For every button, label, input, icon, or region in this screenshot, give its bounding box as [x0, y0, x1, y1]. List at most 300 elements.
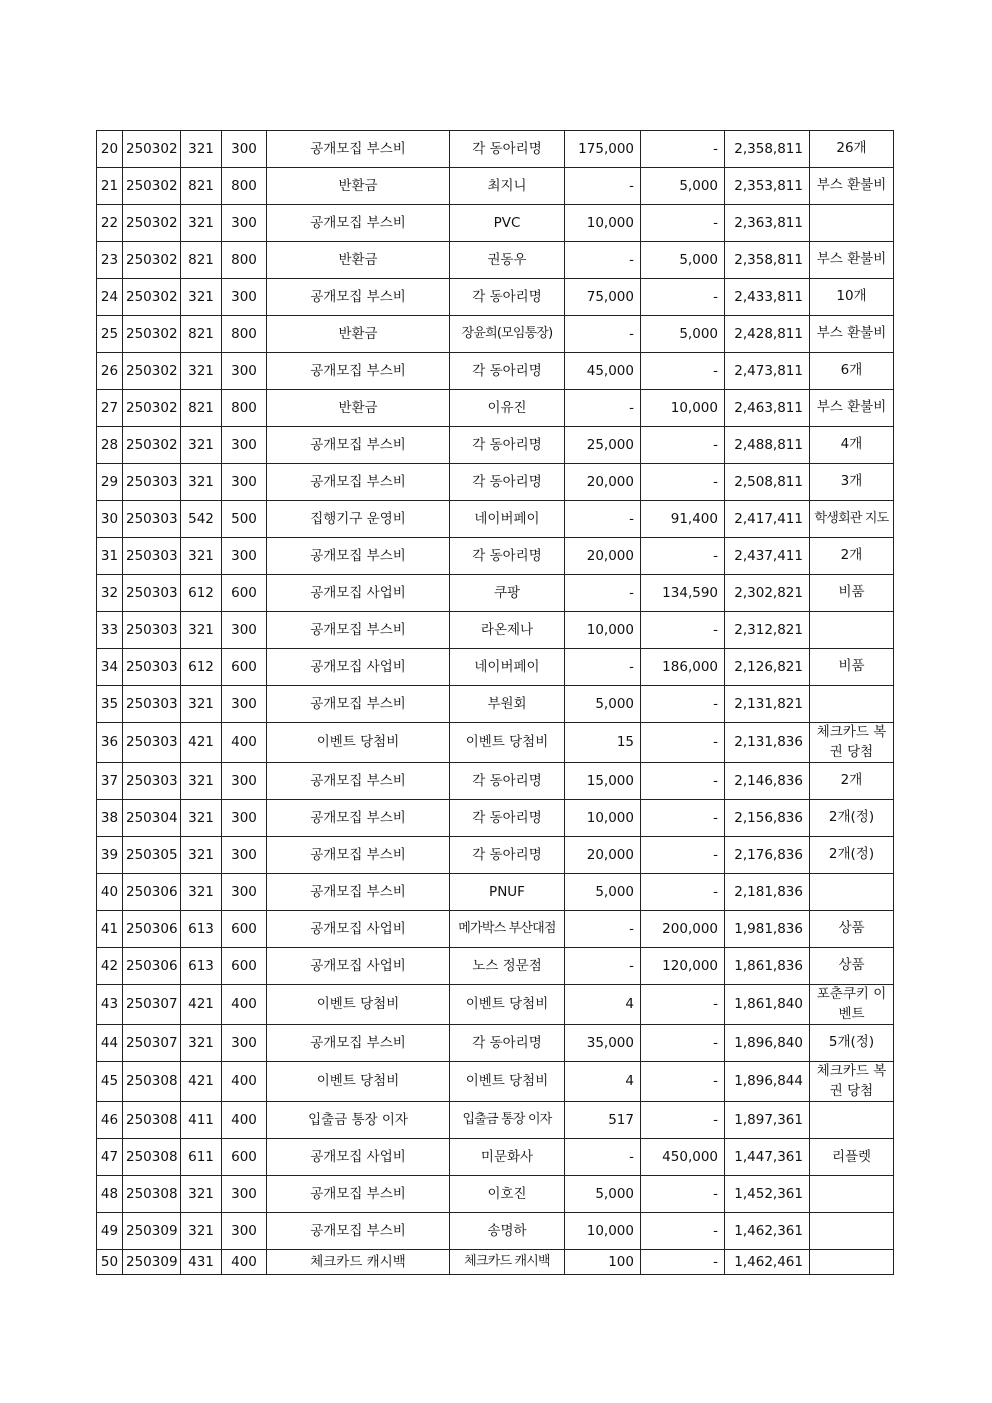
category-code-cell: 400	[222, 985, 267, 1025]
date-cell: 250302	[123, 390, 181, 427]
income-cell: -	[565, 390, 641, 427]
party-cell: 체크카드 캐시백	[450, 1250, 565, 1275]
note-cell: 비품	[810, 649, 894, 686]
item-cell: 공개모집 부스비	[267, 837, 450, 874]
table-row	[97, 242, 894, 279]
party-cell: 각 동아리명	[450, 800, 565, 837]
party-cell: 네이버페이	[450, 501, 565, 538]
expense-cell: -	[641, 1250, 725, 1275]
party-cell: 이벤트 당첨비	[450, 723, 565, 763]
balance-cell: 1,462,361	[725, 1213, 810, 1250]
category-code-cell: 300	[222, 464, 267, 501]
expense-cell: 200,000	[641, 911, 725, 948]
expense-cell: 186,000	[641, 649, 725, 686]
category-code-cell: 300	[222, 686, 267, 723]
table-row	[97, 723, 894, 763]
row-number-cell: 47	[97, 1139, 123, 1176]
balance-cell: 2,146,836	[725, 763, 810, 800]
balance-cell: 2,363,811	[725, 205, 810, 242]
expense-cell: 120,000	[641, 948, 725, 985]
date-cell: 250308	[123, 1139, 181, 1176]
item-cell: 공개모집 부스비	[267, 353, 450, 390]
party-cell: 부원회	[450, 686, 565, 723]
item-cell: 공개모집 사업비	[267, 575, 450, 612]
item-cell: 공개모집 부스비	[267, 1025, 450, 1062]
note-cell: 리플렛	[810, 1139, 894, 1176]
date-cell: 250303	[123, 763, 181, 800]
expense-cell: -	[641, 612, 725, 649]
table-row	[97, 612, 894, 649]
expense-cell: -	[641, 800, 725, 837]
account-code-cell: 612	[181, 575, 222, 612]
note-cell: 학생회관 지도	[810, 501, 894, 538]
category-code-cell: 600	[222, 575, 267, 612]
category-code-cell: 500	[222, 501, 267, 538]
party-cell: 최지니	[450, 168, 565, 205]
table-row	[97, 649, 894, 686]
balance-cell: 2,176,836	[725, 837, 810, 874]
account-code-cell: 321	[181, 353, 222, 390]
note-cell: 2개	[810, 538, 894, 575]
party-cell: 각 동아리명	[450, 464, 565, 501]
expense-cell: 5,000	[641, 168, 725, 205]
item-cell: 공개모집 부스비	[267, 763, 450, 800]
row-number-cell: 30	[97, 501, 123, 538]
table-row	[97, 575, 894, 612]
party-cell: 미문화사	[450, 1139, 565, 1176]
date-cell: 250303	[123, 723, 181, 763]
row-number-cell: 40	[97, 874, 123, 911]
date-cell: 250303	[123, 612, 181, 649]
account-code-cell: 821	[181, 316, 222, 353]
row-number-cell: 37	[97, 763, 123, 800]
item-cell: 체크카드 캐시백	[267, 1250, 450, 1275]
income-cell: 15,000	[565, 763, 641, 800]
date-cell: 250302	[123, 205, 181, 242]
balance-cell: 2,508,811	[725, 464, 810, 501]
note-cell: 10개	[810, 279, 894, 316]
income-cell: 4	[565, 1062, 641, 1102]
table-row	[97, 131, 894, 168]
note-cell	[810, 686, 894, 723]
row-number-cell: 20	[97, 131, 123, 168]
income-cell: 25,000	[565, 427, 641, 464]
account-code-cell: 421	[181, 723, 222, 763]
table-row	[97, 205, 894, 242]
date-cell: 250303	[123, 649, 181, 686]
party-cell: 각 동아리명	[450, 427, 565, 464]
balance-cell: 2,302,821	[725, 575, 810, 612]
account-code-cell: 821	[181, 168, 222, 205]
date-cell: 250303	[123, 686, 181, 723]
party-cell: 각 동아리명	[450, 538, 565, 575]
table-row	[97, 1102, 894, 1139]
expense-cell: -	[641, 1176, 725, 1213]
balance-cell: 2,131,821	[725, 686, 810, 723]
category-code-cell: 800	[222, 316, 267, 353]
category-code-cell: 300	[222, 427, 267, 464]
expense-cell: 91,400	[641, 501, 725, 538]
party-cell: PVC	[450, 205, 565, 242]
table-row	[97, 911, 894, 948]
account-code-cell: 542	[181, 501, 222, 538]
income-cell: -	[565, 575, 641, 612]
item-cell: 공개모집 부스비	[267, 686, 450, 723]
row-number-cell: 41	[97, 911, 123, 948]
income-cell: 10,000	[565, 800, 641, 837]
date-cell: 250302	[123, 353, 181, 390]
balance-cell: 2,358,811	[725, 242, 810, 279]
income-cell: -	[565, 911, 641, 948]
note-cell	[810, 1250, 894, 1275]
date-cell: 250308	[123, 1102, 181, 1139]
table-row	[97, 464, 894, 501]
expense-cell: 10,000	[641, 390, 725, 427]
account-code-cell: 431	[181, 1250, 222, 1275]
category-code-cell: 300	[222, 1176, 267, 1213]
party-cell: 이벤트 당첨비	[450, 985, 565, 1025]
account-code-cell: 321	[181, 131, 222, 168]
category-code-cell: 800	[222, 168, 267, 205]
item-cell: 반환금	[267, 242, 450, 279]
category-code-cell: 600	[222, 911, 267, 948]
note-cell: 체크카드 복권 당첨	[810, 1062, 894, 1102]
expense-cell: 450,000	[641, 1139, 725, 1176]
account-code-cell: 321	[181, 874, 222, 911]
row-number-cell: 39	[97, 837, 123, 874]
category-code-cell: 300	[222, 205, 267, 242]
note-cell: 5개(정)	[810, 1025, 894, 1062]
note-cell: 3개	[810, 464, 894, 501]
category-code-cell: 300	[222, 1213, 267, 1250]
note-cell: 비품	[810, 575, 894, 612]
account-code-cell: 321	[181, 1025, 222, 1062]
account-code-cell: 321	[181, 837, 222, 874]
item-cell: 공개모집 사업비	[267, 948, 450, 985]
income-cell: 10,000	[565, 205, 641, 242]
party-cell: 네이버페이	[450, 649, 565, 686]
note-cell: 부스 환불비	[810, 242, 894, 279]
table-row	[97, 985, 894, 1025]
balance-cell: 2,358,811	[725, 131, 810, 168]
income-cell: 100	[565, 1250, 641, 1275]
income-cell: 5,000	[565, 686, 641, 723]
date-cell: 250302	[123, 168, 181, 205]
table-row	[97, 800, 894, 837]
income-cell: 4	[565, 985, 641, 1025]
row-number-cell: 50	[97, 1250, 123, 1275]
expense-cell: -	[641, 1025, 725, 1062]
date-cell: 250306	[123, 948, 181, 985]
table-row	[97, 316, 894, 353]
expense-cell: -	[641, 464, 725, 501]
item-cell: 반환금	[267, 390, 450, 427]
income-cell: 20,000	[565, 464, 641, 501]
income-cell: -	[565, 501, 641, 538]
category-code-cell: 300	[222, 279, 267, 316]
balance-cell: 2,463,811	[725, 390, 810, 427]
date-cell: 250303	[123, 538, 181, 575]
account-code-cell: 421	[181, 1062, 222, 1102]
date-cell: 250308	[123, 1062, 181, 1102]
category-code-cell: 300	[222, 763, 267, 800]
table-row	[97, 501, 894, 538]
note-cell: 부스 환불비	[810, 316, 894, 353]
row-number-cell: 27	[97, 390, 123, 427]
note-cell	[810, 1102, 894, 1139]
note-cell: 2개	[810, 763, 894, 800]
item-cell: 이벤트 당첨비	[267, 723, 450, 763]
table-row	[97, 353, 894, 390]
party-cell: 쿠팡	[450, 575, 565, 612]
item-cell: 공개모집 부스비	[267, 874, 450, 911]
table-row	[97, 948, 894, 985]
account-code-cell: 321	[181, 686, 222, 723]
balance-cell: 2,353,811	[725, 168, 810, 205]
row-number-cell: 23	[97, 242, 123, 279]
row-number-cell: 43	[97, 985, 123, 1025]
item-cell: 공개모집 부스비	[267, 131, 450, 168]
row-number-cell: 26	[97, 353, 123, 390]
note-cell: 2개(정)	[810, 800, 894, 837]
income-cell: 10,000	[565, 612, 641, 649]
balance-cell: 2,131,836	[725, 723, 810, 763]
row-number-cell: 44	[97, 1025, 123, 1062]
account-code-cell: 321	[181, 612, 222, 649]
row-number-cell: 32	[97, 575, 123, 612]
party-cell: 메가박스 부산대점	[450, 911, 565, 948]
income-cell: 5,000	[565, 1176, 641, 1213]
expense-cell: -	[641, 1102, 725, 1139]
table-row	[97, 1176, 894, 1213]
party-cell: PNUF	[450, 874, 565, 911]
expense-cell: -	[641, 1213, 725, 1250]
table-row	[97, 168, 894, 205]
note-cell: 포춘쿠키 이벤트	[810, 985, 894, 1025]
income-cell: 5,000	[565, 874, 641, 911]
account-code-cell: 321	[181, 1176, 222, 1213]
row-number-cell: 35	[97, 686, 123, 723]
category-code-cell: 400	[222, 723, 267, 763]
balance-cell: 1,896,840	[725, 1025, 810, 1062]
expense-cell: -	[641, 538, 725, 575]
item-cell: 공개모집 부스비	[267, 1213, 450, 1250]
date-cell: 250303	[123, 575, 181, 612]
item-cell: 공개모집 부스비	[267, 427, 450, 464]
balance-cell: 2,181,836	[725, 874, 810, 911]
expense-cell: -	[641, 1062, 725, 1102]
date-cell: 250307	[123, 985, 181, 1025]
account-code-cell: 613	[181, 948, 222, 985]
note-cell: 6개	[810, 353, 894, 390]
account-code-cell: 321	[181, 279, 222, 316]
date-cell: 250302	[123, 131, 181, 168]
expense-cell: -	[641, 686, 725, 723]
account-code-cell: 321	[181, 427, 222, 464]
table-row	[97, 1213, 894, 1250]
account-code-cell: 321	[181, 800, 222, 837]
party-cell: 각 동아리명	[450, 353, 565, 390]
date-cell: 250303	[123, 501, 181, 538]
expense-cell: -	[641, 985, 725, 1025]
date-cell: 250306	[123, 911, 181, 948]
balance-cell: 2,417,411	[725, 501, 810, 538]
party-cell: 각 동아리명	[450, 1025, 565, 1062]
account-code-cell: 321	[181, 1213, 222, 1250]
table-row	[97, 1062, 894, 1102]
date-cell: 250302	[123, 242, 181, 279]
item-cell: 이벤트 당첨비	[267, 1062, 450, 1102]
note-cell: 상품	[810, 948, 894, 985]
date-cell: 250307	[123, 1025, 181, 1062]
income-cell: 517	[565, 1102, 641, 1139]
date-cell: 250302	[123, 427, 181, 464]
party-cell: 각 동아리명	[450, 763, 565, 800]
account-code-cell: 421	[181, 985, 222, 1025]
row-number-cell: 33	[97, 612, 123, 649]
category-code-cell: 300	[222, 612, 267, 649]
income-cell: 15	[565, 723, 641, 763]
item-cell: 공개모집 부스비	[267, 1176, 450, 1213]
account-code-cell: 821	[181, 242, 222, 279]
account-code-cell: 321	[181, 538, 222, 575]
category-code-cell: 300	[222, 874, 267, 911]
account-code-cell: 321	[181, 763, 222, 800]
balance-cell: 2,156,836	[725, 800, 810, 837]
expense-cell: 134,590	[641, 575, 725, 612]
account-code-cell: 612	[181, 649, 222, 686]
table-row	[97, 1025, 894, 1062]
item-cell: 이벤트 당첨비	[267, 985, 450, 1025]
party-cell: 라온제나	[450, 612, 565, 649]
party-cell: 권동우	[450, 242, 565, 279]
income-cell: 175,000	[565, 131, 641, 168]
income-cell: -	[565, 649, 641, 686]
date-cell: 250305	[123, 837, 181, 874]
category-code-cell: 300	[222, 353, 267, 390]
category-code-cell: 300	[222, 131, 267, 168]
category-code-cell: 400	[222, 1250, 267, 1275]
expense-cell: -	[641, 723, 725, 763]
expense-cell: -	[641, 837, 725, 874]
date-cell: 250309	[123, 1213, 181, 1250]
expense-cell: -	[641, 353, 725, 390]
party-cell: 노스 정문점	[450, 948, 565, 985]
item-cell: 공개모집 사업비	[267, 911, 450, 948]
item-cell: 입출금 통장 이자	[267, 1102, 450, 1139]
balance-cell: 1,447,361	[725, 1139, 810, 1176]
table-row	[97, 390, 894, 427]
expense-cell: -	[641, 874, 725, 911]
income-cell: 75,000	[565, 279, 641, 316]
category-code-cell: 800	[222, 242, 267, 279]
item-cell: 공개모집 부스비	[267, 279, 450, 316]
note-cell: 4개	[810, 427, 894, 464]
row-number-cell: 38	[97, 800, 123, 837]
date-cell: 250302	[123, 316, 181, 353]
date-cell: 250308	[123, 1176, 181, 1213]
balance-cell: 1,861,836	[725, 948, 810, 985]
category-code-cell: 300	[222, 538, 267, 575]
table-row	[97, 874, 894, 911]
row-number-cell: 31	[97, 538, 123, 575]
item-cell: 반환금	[267, 168, 450, 205]
party-cell: 각 동아리명	[450, 837, 565, 874]
row-number-cell: 48	[97, 1176, 123, 1213]
income-cell: 45,000	[565, 353, 641, 390]
ledger-body	[97, 131, 894, 1275]
balance-cell: 2,437,411	[725, 538, 810, 575]
expense-cell: -	[641, 763, 725, 800]
row-number-cell: 29	[97, 464, 123, 501]
account-code-cell: 611	[181, 1139, 222, 1176]
balance-cell: 2,312,821	[725, 612, 810, 649]
note-cell: 부스 환불비	[810, 390, 894, 427]
date-cell: 250309	[123, 1250, 181, 1275]
income-cell: -	[565, 316, 641, 353]
expense-cell: 5,000	[641, 316, 725, 353]
date-cell: 250303	[123, 464, 181, 501]
income-cell: 20,000	[565, 837, 641, 874]
ledger-table	[96, 130, 894, 1275]
category-code-cell: 600	[222, 649, 267, 686]
note-cell	[810, 1213, 894, 1250]
row-number-cell: 24	[97, 279, 123, 316]
income-cell: -	[565, 1139, 641, 1176]
item-cell: 집행기구 운영비	[267, 501, 450, 538]
category-code-cell: 300	[222, 1025, 267, 1062]
note-cell: 26개	[810, 131, 894, 168]
note-cell	[810, 205, 894, 242]
party-cell: 각 동아리명	[450, 279, 565, 316]
expense-cell: 5,000	[641, 242, 725, 279]
balance-cell: 1,897,361	[725, 1102, 810, 1139]
table-row	[97, 538, 894, 575]
date-cell: 250306	[123, 874, 181, 911]
expense-cell: -	[641, 205, 725, 242]
row-number-cell: 36	[97, 723, 123, 763]
item-cell: 공개모집 부스비	[267, 205, 450, 242]
row-number-cell: 45	[97, 1062, 123, 1102]
balance-cell: 1,452,361	[725, 1176, 810, 1213]
income-cell: 20,000	[565, 538, 641, 575]
item-cell: 공개모집 부스비	[267, 612, 450, 649]
category-code-cell: 600	[222, 948, 267, 985]
table-row	[97, 427, 894, 464]
row-number-cell: 42	[97, 948, 123, 985]
category-code-cell: 600	[222, 1139, 267, 1176]
expense-cell: -	[641, 427, 725, 464]
category-code-cell: 400	[222, 1102, 267, 1139]
date-cell: 250304	[123, 800, 181, 837]
category-code-cell: 400	[222, 1062, 267, 1102]
note-cell: 상품	[810, 911, 894, 948]
income-cell: -	[565, 948, 641, 985]
category-code-cell: 300	[222, 837, 267, 874]
table-row	[97, 1139, 894, 1176]
item-cell: 공개모집 부스비	[267, 538, 450, 575]
row-number-cell: 34	[97, 649, 123, 686]
balance-cell: 2,126,821	[725, 649, 810, 686]
item-cell: 공개모집 부스비	[267, 800, 450, 837]
note-cell: 체크카드 복권 당첨	[810, 723, 894, 763]
balance-cell: 1,896,844	[725, 1062, 810, 1102]
row-number-cell: 28	[97, 427, 123, 464]
item-cell: 반환금	[267, 316, 450, 353]
table-row	[97, 837, 894, 874]
party-cell: 입출금 통장 이자	[450, 1102, 565, 1139]
item-cell: 공개모집 부스비	[267, 464, 450, 501]
